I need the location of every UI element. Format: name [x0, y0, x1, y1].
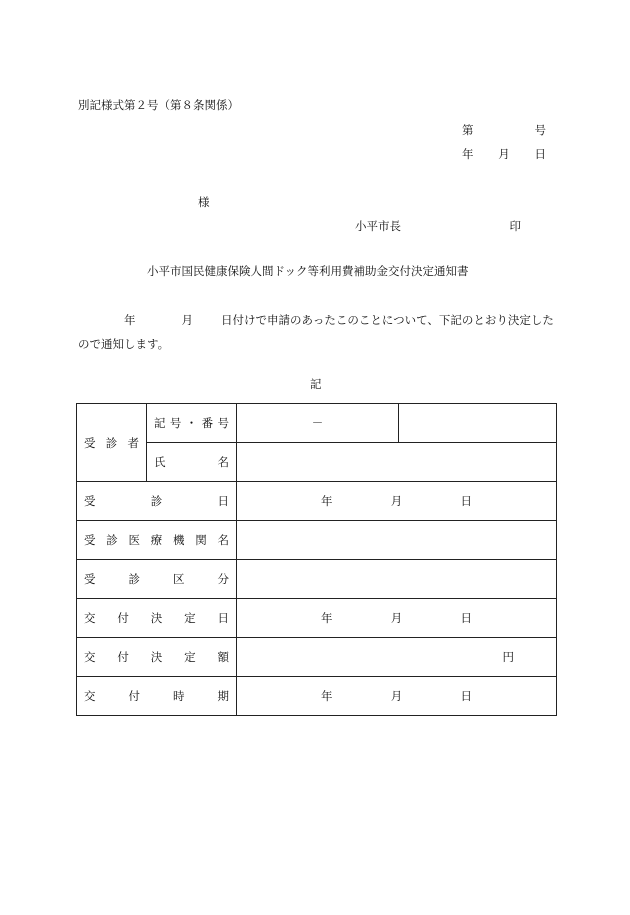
patient-label: 受 診 者: [77, 404, 147, 482]
yen-unit: 円: [502, 650, 514, 664]
issuer-seal: 印: [509, 219, 521, 233]
period-label: 交 付 時 期: [77, 677, 237, 716]
document-title: 小平市国民健康保険人間ドック等利用費補助金交付決定通知書: [147, 264, 469, 278]
issuer-name: 小平市長: [355, 219, 401, 233]
table-row: [77, 560, 557, 599]
issue-date-year: 年: [462, 147, 474, 161]
amount-value: [237, 638, 557, 677]
name-value: [237, 443, 557, 482]
amount-label: 交 付 決 定 額: [77, 638, 237, 677]
table-row: [77, 677, 557, 716]
issuer: [355, 219, 521, 233]
number-prefix: 第: [462, 123, 474, 137]
number-suffix: 号: [534, 123, 546, 137]
id-label: 記 号 ・ 番 号: [147, 404, 237, 443]
institution-label: 受 診 医 療 機 関 名: [77, 521, 237, 560]
ki-heading: 記: [310, 377, 322, 391]
body-text-line-1: [124, 313, 554, 327]
addressee-honorific: 様: [198, 195, 210, 209]
body-year: 年: [124, 313, 136, 327]
body-line1-rest: 日付けで申請のあったこのことについて、下記のとおり決定した: [221, 313, 554, 327]
body-text-line-2: ので通知します。: [78, 337, 170, 351]
institution-value: [237, 521, 557, 560]
issue-date: [462, 147, 546, 161]
details-table: [76, 403, 557, 716]
body-month: 月: [181, 313, 193, 327]
issue-date-month: 月: [498, 147, 510, 161]
document-number: [462, 123, 546, 137]
decision-date-value: 年 月 日: [237, 599, 557, 638]
table-row: [77, 482, 557, 521]
visit-date-label: 受 診 日: [77, 482, 237, 521]
table-row: [77, 599, 557, 638]
period-value: 年 月 日: [237, 677, 557, 716]
category-value: [237, 560, 557, 599]
name-label: 氏 名: [147, 443, 237, 482]
table-row: [77, 443, 557, 482]
id-extra-cell: [399, 404, 557, 443]
id-value: －: [237, 404, 399, 443]
table-row: [77, 404, 557, 443]
decision-date-label: 交 付 決 定 日: [77, 599, 237, 638]
form-identifier: 別記様式第２号（第８条関係）: [78, 98, 239, 112]
issue-date-day: 日: [534, 147, 546, 161]
visit-date-value: 年 月 日: [237, 482, 557, 521]
category-label: 受 診 区 分: [77, 560, 237, 599]
table-row: [77, 521, 557, 560]
table-row: [77, 638, 557, 677]
